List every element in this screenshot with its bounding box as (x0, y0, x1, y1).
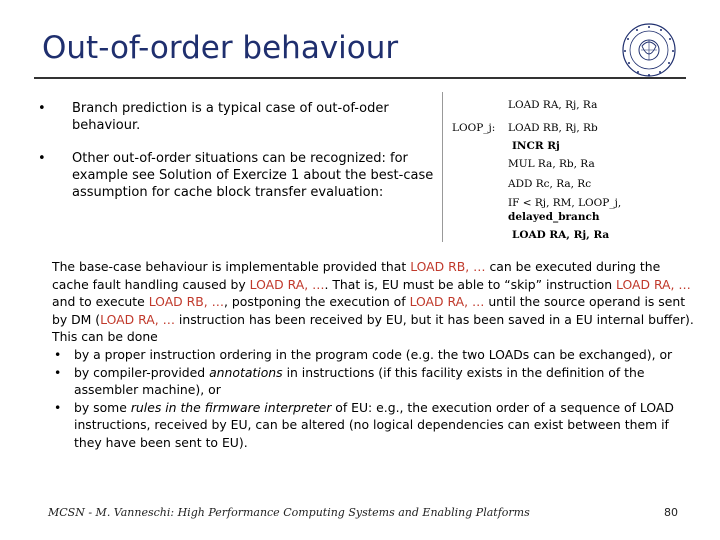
loop-label: LOOP_j: (452, 122, 496, 134)
sub-bullet: • by a proper instruction ordering in the program code (e.g. the two LOADs can be exchanged), or (54, 346, 673, 362)
code-line: ADD Rc, Ra, Rc (508, 178, 592, 190)
code-line: LOAD RA, Rj, Ra (508, 99, 598, 111)
paragraph-line: This can be done (52, 329, 158, 345)
code-divider (442, 92, 443, 242)
bullet-mark: • (38, 151, 46, 166)
bullet-line: Other out-of-order situations can be recognized: for (72, 151, 408, 166)
code-line: delayed_branch (508, 211, 600, 223)
paragraph-line: cache fault handling caused by LOAD RA, …. That is, EU must be able to “skip” instruction LOAD RA, … (52, 276, 691, 292)
bullet-line: example see Solution of Exercize 1 about the best-case (72, 168, 434, 183)
university-seal-icon (620, 22, 678, 78)
bullet-line: assumption for cache block transfer evaluation: (72, 185, 384, 200)
footer-text: MCSN - M. Vanneschi: High Performance Computing Systems and Enabling Platforms (48, 506, 530, 519)
bullet-text (72, 150, 433, 201)
sub-bullet: • by some rules in the firmware interpreter of EU: e.g., the execution order of a sequence of LOAD instructions, received by EU, can be altered (no logical dependencies can exist between them if they have been sent to EU). (54, 399, 674, 450)
bullet-list (36, 100, 436, 217)
explanation-paragraph (52, 258, 694, 452)
code-line: MUL Ra, Rb, Ra (508, 158, 595, 170)
paragraph-line: The base-case behaviour is implementable provided that LOAD RB, … can be executed during the (52, 259, 661, 274)
bullet-text (72, 100, 389, 134)
title-divider (34, 77, 686, 79)
bullet-item (36, 100, 436, 134)
slide-title: Out-of-order behaviour (42, 30, 399, 66)
code-line: IF < Rj, RM, LOOP_j, (508, 197, 622, 209)
bullet-line: Branch prediction is a typical case of out-of-oder (72, 101, 389, 116)
bullet-line: behaviour. (72, 118, 141, 133)
code-line: LOAD RB, Rj, Rb (508, 122, 598, 134)
paragraph-line: by DM (LOAD RA, … instruction has been received by EU, but it has been saved in a EU internal buffer). (52, 311, 694, 327)
sub-bullet: • by compiler-provided annotations in instructions (if this facility exists in the definition of the assembler machine), or (54, 364, 645, 398)
page-number: 80 (664, 506, 678, 519)
bullet-mark: • (38, 101, 46, 116)
code-line: INCR Rj (512, 140, 560, 152)
code-line: LOAD RA, Rj, Ra (512, 229, 610, 241)
bullet-item (36, 150, 436, 201)
paragraph-line: and to execute LOAD RB, …, postponing the execution of LOAD RA, … until the source operand is sent (52, 294, 686, 310)
